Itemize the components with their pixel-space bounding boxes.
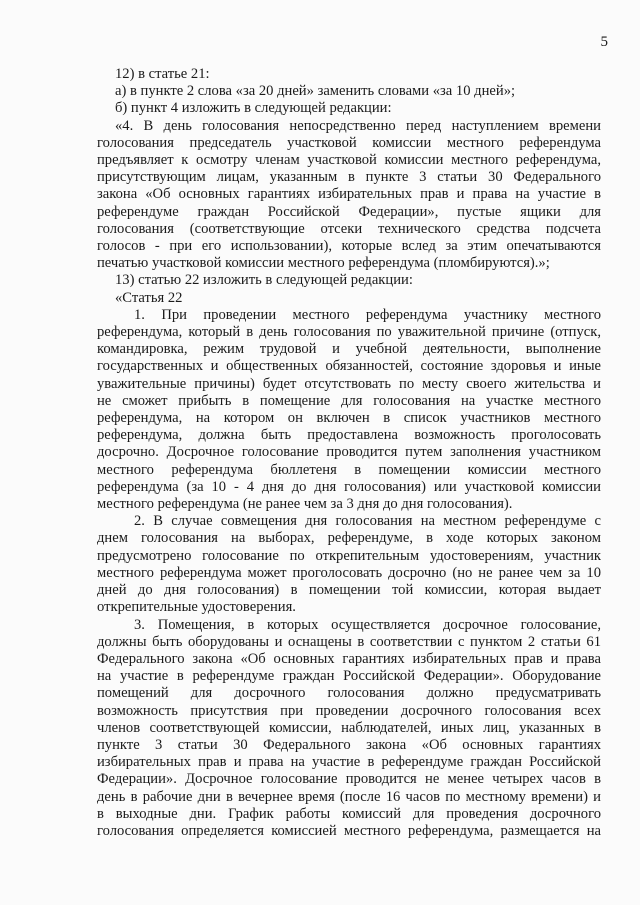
page-number: 5	[600, 34, 608, 50]
text-line: голосования председатель участковой комиссии местного референдума	[97, 134, 601, 151]
text-line: дней до дня голосования) в помещении той комиссии, которая выдает	[97, 582, 601, 599]
text-line: командировка, режим трудовой и учебной деятельности, выполнение	[97, 341, 601, 358]
text-line: день в рабочие дни в вечернее время (после 16 часов по местному времени) и	[97, 788, 601, 805]
text-line: предъявляет к осмотру членам участковой комиссии местного референдума,	[97, 152, 601, 169]
text-line: досрочно. Досрочное голосование проводится путем заполнения участником	[97, 444, 601, 461]
text-line: референдума (за 10 - 4 дня до дня голосования) или участковой комиссии	[97, 478, 601, 495]
text-line: в выходные дни. График работы комиссий для проведения досрочного	[97, 805, 601, 822]
text-line: на участие в референдуме граждан Российской Федерации». Оборудование	[97, 668, 601, 685]
text-line: референдума, который в день голосования по уважительной причине (отпуск,	[97, 324, 601, 341]
paragraph-clause-1	[97, 307, 601, 513]
text-line: должны быть оборудованы и оснащены в соответствии с пунктом 2 статьи 61	[97, 633, 601, 650]
text-line: помещений для досрочного голосования должно предусматривать	[97, 685, 601, 702]
text-line: местного референдума может проголосовать досрочно (но не ранее чем за 10	[97, 564, 601, 581]
paragraph-clause-2	[97, 513, 601, 616]
text-line: присутствующим лицам, указанным в пункте 3 статьи 30 Федерального	[97, 169, 601, 186]
text-line: «4. В день голосования непосредственно перед наступлением времени	[115, 117, 601, 134]
document-body	[97, 66, 601, 840]
amendment-subitem-a: а) в пункте 2 слова «за 20 дней» заменить словами «за 10 дней»;	[115, 83, 516, 100]
text-line: 3. Помещения, в которых осуществляется досрочное голосование,	[134, 616, 601, 633]
text-line: уважительные причины) будет отсутствовать по месту своего жительства и	[97, 375, 601, 392]
text-line: не сможет прибыть в помещение для голосования на участке местного	[97, 392, 601, 409]
text-line: государственных и общественных обязанностей, состояние здоровья и иные	[97, 358, 601, 375]
article-heading: «Статья 22	[115, 289, 183, 306]
text-line: избирательных прав и права на участие в референдуме граждан Российской	[97, 754, 601, 771]
text-line: пункте 3 статьи 30 Федерального закона «Об основных гарантиях	[97, 736, 601, 753]
text-line: местного референдума (не ранее чем за 3 дня до дня голосования).	[97, 496, 513, 513]
text-line: возможность присутствия при проведении досрочного голосования всех	[97, 702, 601, 719]
text-line: 2. В случае совмещения дня голосования на местном референдуме с	[134, 513, 601, 530]
text-line: Федерального закона «Об основных гарантиях избирательных прав и права	[97, 650, 601, 667]
text-line: днем голосования на выборах, референдуме, в ходе которых законом	[97, 530, 601, 547]
text-line: местного референдума бюллетеня в помещении комиссии местного	[97, 461, 601, 478]
text-line: референдума, на котором он включен в список участников местного	[97, 410, 601, 427]
text-line: голосов - при его использовании), которые вслед за этим опечатываются	[97, 238, 601, 255]
text-line: Федерации». Досрочное голосование проводится не менее четырех часов в	[97, 771, 601, 788]
paragraph-clause-4	[97, 118, 601, 273]
amendment-subitem-b: б) пункт 4 изложить в следующей редакции:	[115, 100, 392, 117]
text-line: членов соответствующей комиссии, наблюдателей, иных лиц, указанных в	[97, 719, 601, 736]
paragraph-clause-3	[97, 617, 601, 841]
text-line: 1. При проведении местного референдума участнику местного	[134, 306, 601, 323]
amendment-item-12: 12) в статье 21:	[115, 66, 210, 82]
text-line: закона «Об основных гарантиях избирательных прав и права на участие в	[97, 186, 601, 203]
text-line: референдуме граждан Российской Федерации», пустые ящики для	[97, 203, 601, 220]
text-line: открепительные удостоверения.	[97, 599, 296, 616]
text-line: голосования определяется комиссией местного референдума, размещается на	[97, 822, 601, 839]
text-line: предусмотрено голосование по открепительным удостоверениям, участник	[97, 547, 601, 564]
text-line: референдума, должна быть предоставлена возможность проголосовать	[97, 427, 601, 444]
amendment-item-13: 13) статью 22 изложить в следующей редакции:	[115, 272, 413, 289]
text-line: печатью участковой комиссии местного референдума (пломбируются).»;	[97, 255, 550, 272]
text-line: голосования (соответствующие отсеки технического средства подсчета	[97, 220, 601, 237]
